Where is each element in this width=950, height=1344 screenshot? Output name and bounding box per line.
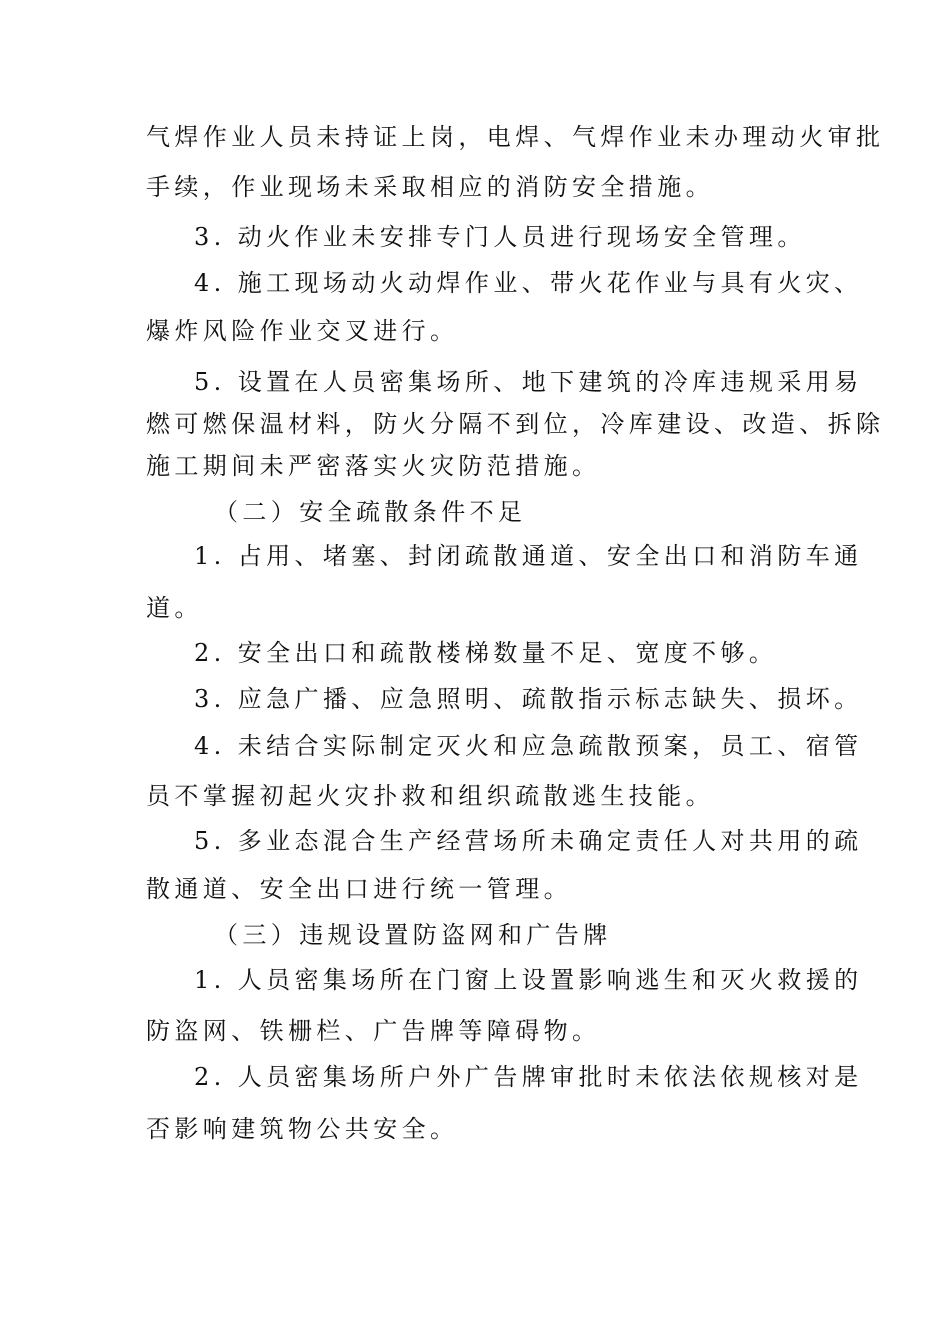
paragraph-item-3: 3. 动火作业未安排专门人员进行现场安全管理。 xyxy=(194,223,806,251)
section-2-item-2: 2. 安全出口和疏散楼梯数量不足、宽度不够。 xyxy=(194,639,778,667)
section-2-item-4-line-1: 4. 未结合实际制定灭火和应急疏散预案，员工、宿管 xyxy=(194,732,863,760)
paragraph-1-line-2: 手续，作业现场未采取相应的消防安全措施。 xyxy=(146,173,714,201)
paragraph-item-4-line-2: 爆炸风险作业交叉进行。 xyxy=(146,317,459,345)
section-3-item-2-line-2: 否影响建筑物公共安全。 xyxy=(146,1115,459,1143)
section-2-item-5-line-2: 散通道、安全出口进行统一管理。 xyxy=(146,875,572,903)
section-2-item-3: 3. 应急广播、应急照明、疏散指示标志缺失、损坏。 xyxy=(194,685,863,713)
paragraph-item-5-line-1: 5. 设置在人员密集场所、地下建筑的冷库违规采用易 xyxy=(194,368,863,396)
section-2-item-1-line-1: 1. 占用、堵塞、封闭疏散通道、安全出口和消防车通 xyxy=(194,542,863,570)
paragraph-item-4-line-1: 4. 施工现场动火动焊作业、带火花作业与具有火灾、 xyxy=(194,269,863,297)
section-2-item-4-line-2: 员不掌握初起火灾扑救和组织疏散逃生技能。 xyxy=(146,782,714,810)
section-2-item-5-line-1: 5. 多业态混合生产经营场所未确定责任人对共用的疏 xyxy=(194,827,863,855)
paragraph-item-5-line-3: 施工期间未严密落实火灾防范措施。 xyxy=(146,452,601,480)
paragraph-1-line-1: 气焊作业人员未持证上岗，电焊、气焊作业未办理动火审批 xyxy=(146,123,885,151)
section-3-item-1-line-2: 防盗网、铁栅栏、广告牌等障碍物。 xyxy=(146,1017,601,1045)
section-3-item-2-line-1: 2. 人员密集场所户外广告牌审批时未依法依规核对是 xyxy=(194,1063,863,1091)
section-3-item-1-line-1: 1. 人员密集场所在门窗上设置影响逃生和灭火救援的 xyxy=(194,966,863,994)
section-2-heading: （二）安全疏散条件不足 xyxy=(214,498,527,526)
paragraph-item-5-line-2: 燃可燃保温材料，防火分隔不到位，冷库建设、改造、拆除 xyxy=(146,410,885,438)
section-3-heading: （三）违规设置防盗网和广告牌 xyxy=(214,921,612,949)
section-2-item-1-line-2: 道。 xyxy=(146,594,203,622)
